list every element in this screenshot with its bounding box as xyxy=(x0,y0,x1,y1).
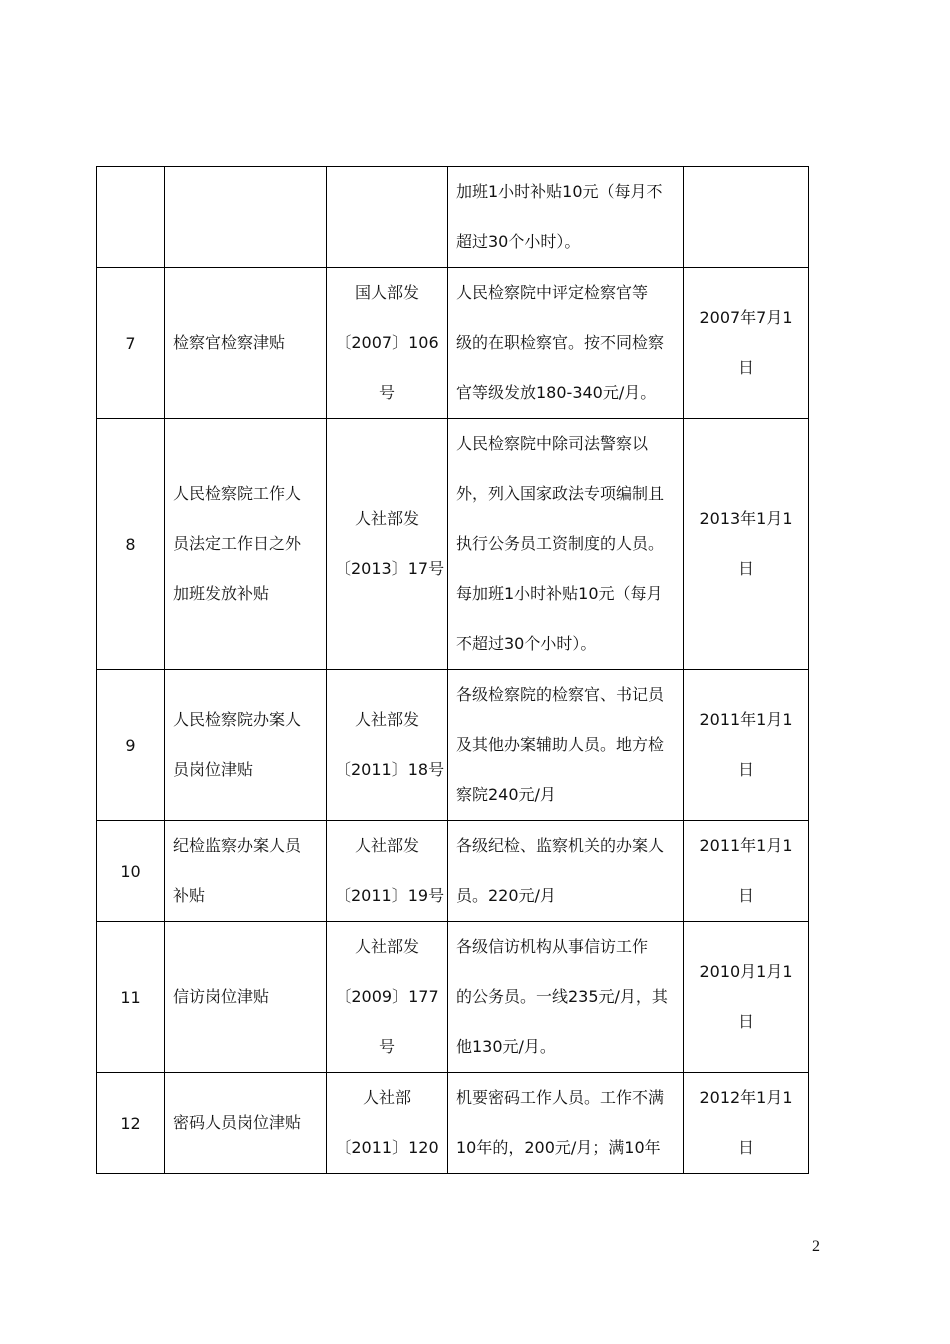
row-number-cell xyxy=(97,167,165,268)
scope-and-standard-line: 机要密码工作人员。工作不满 xyxy=(456,1088,665,1107)
page-number: 2 xyxy=(812,1238,820,1255)
effective-date-line: 2007年7月1 xyxy=(699,308,793,327)
scope-and-standard-line: 不超过30个小时）。 xyxy=(456,634,597,653)
scope-and-standard-cell xyxy=(448,922,684,1073)
document-number-line: 人社部发 xyxy=(354,509,419,528)
scope-and-standard-line: 各级检察院的检察官、书记员 xyxy=(456,685,665,704)
row-number-cell: 10 xyxy=(97,821,165,922)
scope-and-standard-line: 人民检察院中除司法警察以 xyxy=(456,434,649,453)
allowance-name-cell xyxy=(165,922,327,1073)
document-number-line: 人社部 xyxy=(362,1088,411,1107)
effective-date-cell xyxy=(684,419,809,670)
allowance-table xyxy=(96,166,809,1174)
effective-date-cell xyxy=(684,821,809,922)
scope-and-standard-cell xyxy=(448,268,684,419)
allowance-name-line: 信访岗位津贴 xyxy=(173,987,270,1006)
effective-date-line: 2013年1月1 xyxy=(699,509,793,528)
table-row xyxy=(97,922,809,1073)
allowance-name-line: 检察官检察津贴 xyxy=(173,333,286,352)
effective-date-line: 日 xyxy=(737,559,754,578)
allowance-name-line: 人民检察院办案人 xyxy=(173,710,302,729)
allowance-name-line: 员法定工作日之外 xyxy=(173,534,302,553)
scope-and-standard-line: 人民检察院中评定检察官等 xyxy=(456,283,649,302)
allowance-name-line: 员岗位津贴 xyxy=(173,760,254,779)
scope-and-standard-line: 10年的，200元/月；满10年 xyxy=(456,1138,661,1157)
effective-date-line: 日 xyxy=(737,358,754,377)
scope-and-standard-line: 各级信访机构从事信访工作 xyxy=(456,937,649,956)
table-row xyxy=(97,268,809,419)
allowance-name-cell xyxy=(165,419,327,670)
effective-date-line: 日 xyxy=(737,760,754,779)
scope-and-standard-line: 各级纪检、监察机关的办案人 xyxy=(456,836,665,855)
effective-date-cell xyxy=(684,922,809,1073)
document-number-line: 国人部发 xyxy=(354,283,419,302)
document-number-cell xyxy=(327,268,448,419)
allowance-name-cell xyxy=(165,821,327,922)
scope-and-standard-cell xyxy=(448,419,684,670)
scope-and-standard-line: 员。220元/月 xyxy=(456,886,556,905)
scope-and-standard-line: 加班1小时补贴10元（每月不 xyxy=(456,182,663,201)
row-number-cell: 12 xyxy=(97,1073,165,1174)
document-number-line: 号 xyxy=(378,1037,395,1056)
document-number-line: 〔2011〕18号 xyxy=(335,760,445,779)
effective-date-line: 2011年1月1 xyxy=(699,710,793,729)
effective-date-cell xyxy=(684,670,809,821)
document-number-line: 〔2007〕106 xyxy=(335,333,439,352)
document-number-line: 号 xyxy=(378,383,395,402)
document-number-line: 〔2011〕120 xyxy=(335,1138,439,1157)
allowance-name-cell xyxy=(165,268,327,419)
allowance-name-line: 纪检监察办案人员 xyxy=(173,836,302,855)
effective-date-line: 2012年1月1 xyxy=(699,1088,793,1107)
effective-date-cell xyxy=(684,1073,809,1174)
scope-and-standard-line: 级的在职检察官。按不同检察 xyxy=(456,333,665,352)
scope-and-standard-line: 官等级发放180-340元/月。 xyxy=(456,383,657,402)
allowance-name-line: 加班发放补贴 xyxy=(173,584,270,603)
document-number-cell xyxy=(327,167,448,268)
effective-date-line: 日 xyxy=(737,1012,754,1031)
scope-and-standard-line: 及其他办案辅助人员。地方检 xyxy=(456,735,665,754)
row-number-cell: 9 xyxy=(97,670,165,821)
scope-and-standard-line: 超过30个小时）。 xyxy=(456,232,581,251)
document-number-cell xyxy=(327,1073,448,1174)
document-number-line: 〔2009〕177 xyxy=(335,987,439,1006)
effective-date-line: 日 xyxy=(737,1138,754,1157)
table-row xyxy=(97,419,809,670)
allowance-name-line: 密码人员岗位津贴 xyxy=(173,1113,302,1132)
allowance-name-cell xyxy=(165,670,327,821)
scope-and-standard-cell xyxy=(448,821,684,922)
document-number-line: 人社部发 xyxy=(354,937,419,956)
table-row xyxy=(97,1073,809,1174)
row-number-cell: 8 xyxy=(97,419,165,670)
effective-date-cell xyxy=(684,268,809,419)
document-number-line: 〔2011〕19号 xyxy=(335,886,445,905)
table-body xyxy=(97,167,809,1174)
scope-and-standard-cell xyxy=(448,1073,684,1174)
document-number-cell xyxy=(327,821,448,922)
table-row xyxy=(97,821,809,922)
table-row xyxy=(97,167,809,268)
scope-and-standard-line: 的公务员。一线235元/月，其 xyxy=(456,987,668,1006)
document-number-cell xyxy=(327,922,448,1073)
effective-date-line: 日 xyxy=(737,886,754,905)
table-row xyxy=(97,670,809,821)
allowance-name-cell xyxy=(165,1073,327,1174)
allowance-name-line: 补贴 xyxy=(173,886,206,905)
allowance-name-line: 人民检察院工作人 xyxy=(173,484,302,503)
scope-and-standard-line: 执行公务员工资制度的人员。 xyxy=(456,534,665,553)
effective-date-cell xyxy=(684,167,809,268)
effective-date-line: 2010月1月1 xyxy=(699,962,793,981)
row-number-cell: 11 xyxy=(97,922,165,1073)
document-number-cell xyxy=(327,670,448,821)
scope-and-standard-cell xyxy=(448,670,684,821)
scope-and-standard-line: 他130元/月。 xyxy=(456,1037,556,1056)
row-number-cell: 7 xyxy=(97,268,165,419)
scope-and-standard-cell xyxy=(448,167,684,268)
document-number-line: 人社部发 xyxy=(354,710,419,729)
document-number-line: 〔2013〕17号 xyxy=(335,559,445,578)
document-number-cell xyxy=(327,419,448,670)
document-number-line: 人社部发 xyxy=(354,836,419,855)
allowance-name-cell xyxy=(165,167,327,268)
scope-and-standard-line: 每加班1小时补贴10元（每月 xyxy=(456,584,663,603)
scope-and-standard-line: 察院240元/月 xyxy=(456,785,556,804)
scope-and-standard-line: 外，列入国家政法专项编制且 xyxy=(456,484,665,503)
effective-date-line: 2011年1月1 xyxy=(699,836,793,855)
